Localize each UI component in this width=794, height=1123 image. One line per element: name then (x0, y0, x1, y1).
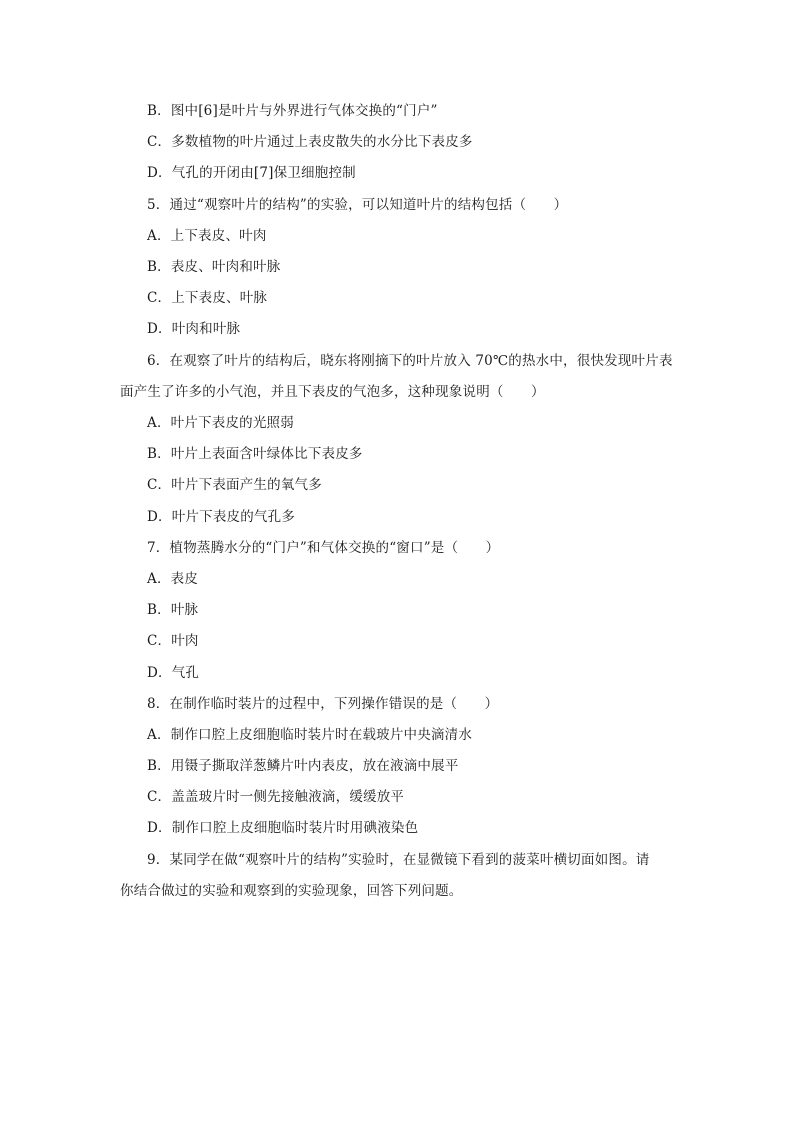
q7-option-b: B．叶脉 (147, 602, 199, 618)
q6-option-a: A．叶片下表皮的光照弱 (147, 415, 294, 431)
prev-option-d: D．气孔的开闭由[7]保卫细胞控制 (147, 165, 356, 181)
q8-option-a: A．制作口腔上皮细胞临时装片时在载玻片中央滴清水 (147, 727, 473, 743)
q6-option-d: D．叶片下表皮的气孔多 (147, 509, 296, 525)
q6-option-b: B．叶片上表面含叶绿体比下表皮多 (147, 446, 363, 462)
q8-option-b: B．用镊子撕取洋葱鳞片叶内表皮，放在液滴中展平 (147, 758, 459, 774)
q5-stem: 5．通过“观察叶片的结构”的实验，可以知道叶片的结构包括（ ） (147, 197, 568, 213)
q8-option-c: C．盖盖玻片时一侧先接触液滴，缓缓放平 (147, 789, 405, 805)
q8-stem: 8．在制作临时装片的过程中，下列操作错误的是（ ） (147, 696, 499, 712)
q6-stem-line1: 6．在观察了叶片的结构后，晓东将刚摘下的叶片放入 70℃的热水中，很快发现叶片表 (147, 353, 673, 369)
q6-option-c: C．叶片下表面产生的氧气多 (147, 477, 322, 493)
q5-option-d: D．叶肉和叶脉 (147, 321, 241, 337)
q9-stem-line2: 你结合做过的实验和观察到的实验现象，回答下列问题。 (120, 883, 463, 899)
q8-option-d: D．制作口腔上皮细胞临时装片时用碘液染色 (147, 820, 419, 836)
q7-stem: 7．植物蒸腾水分的“门户”和气体交换的“窗口”是（ ） (147, 540, 500, 556)
q9-stem-line1: 9．某同学在做“观察叶片的结构”实验时，在显微镜下看到的菠菜叶横切面如图。请 (147, 852, 650, 868)
q5-option-b: B．表皮、叶肉和叶脉 (147, 259, 281, 275)
q5-option-c: C．上下表皮、叶脉 (147, 290, 268, 306)
q6-stem-line2: 面产生了许多的小气泡，并且下表皮的气泡多，这种现象说明（ ） (120, 384, 545, 400)
q7-option-a: A．表皮 (147, 571, 199, 587)
q7-option-d: D．气孔 (147, 665, 200, 681)
q7-option-c: C．叶肉 (147, 633, 199, 649)
q5-option-a: A．上下表皮、叶肉 (147, 228, 267, 244)
prev-option-c: C．多数植物的叶片通过上表皮散失的水分比下表皮多 (147, 134, 473, 150)
prev-option-b: B．图中[6]是叶片与外界进行气体交换的“门户” (147, 103, 438, 119)
